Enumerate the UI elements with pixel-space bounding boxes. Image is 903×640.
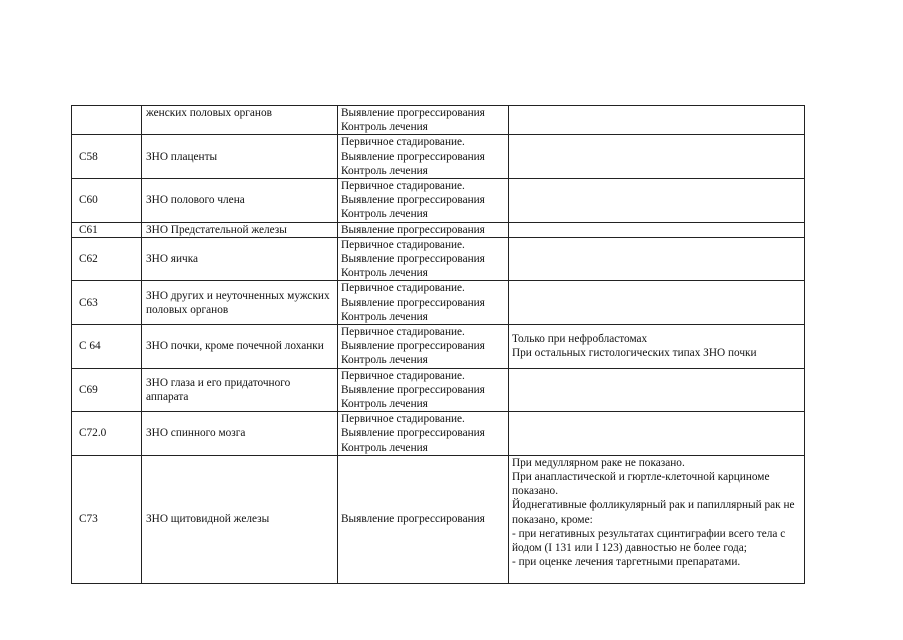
table-row (72, 106, 805, 135)
purpose-line: Контроль лечения (341, 310, 428, 323)
purpose-cell (338, 368, 509, 412)
purpose-line: Контроль лечения (341, 354, 428, 367)
code-cell: C60 (72, 179, 142, 223)
purpose-line: Выявление прогрессирования (341, 107, 485, 119)
diagnosis-name: ЗНО яичка (146, 253, 199, 266)
diagnosis-name-cell (142, 368, 338, 412)
table-row (72, 135, 805, 179)
purpose-line: Выявление прогрессирования (341, 513, 485, 526)
purpose-line: Выявление прогрессирования (341, 194, 485, 207)
purpose-line: Контроль лечения (341, 267, 428, 280)
diagnosis-name: ЗНО почки, кроме почечной лоханки (146, 340, 324, 353)
purpose-line: Контроль лечения (341, 398, 428, 411)
purpose-line: Контроль лечения (341, 164, 428, 177)
code-cell: C58 (72, 135, 142, 179)
purpose-line: Первичное стадирование. (341, 326, 465, 339)
note-cell (509, 222, 805, 237)
note-cell (509, 368, 805, 412)
diagnosis-table (71, 105, 805, 584)
code-cell: C61 (72, 222, 142, 237)
diagnosis-name-cell (142, 412, 338, 456)
note-line: - при негативных результатах сцинтиграфии всего тела с йодом (I 131 или I 123) давностью не более года; (512, 527, 786, 555)
code-cell: C63 (72, 281, 142, 325)
purpose-cell (338, 325, 509, 369)
purpose-cell (338, 455, 509, 583)
purpose-line: Выявление прогрессирования (341, 296, 485, 309)
note-cell (509, 135, 805, 179)
code-cell: C69 (72, 368, 142, 412)
purpose-line: Контроль лечения (341, 121, 428, 134)
table-row (72, 237, 805, 281)
purpose-line: Выявление прогрессирования (341, 383, 485, 396)
diagnosis-name: ЗНО щитовидной железы (146, 513, 270, 526)
diagnosis-name: женских половых органов (146, 107, 272, 119)
diagnosis-name: ЗНО спинного мозга (146, 427, 246, 440)
note-line: При медуллярном раке не показано. (512, 456, 685, 469)
table-row (72, 179, 805, 223)
purpose-cell (338, 412, 509, 456)
note-line: - при оценке лечения таргетными препаратами. (512, 556, 741, 569)
purpose-cell (338, 237, 509, 281)
purpose-cell (338, 222, 509, 237)
purpose-line: Выявление прогрессирования (341, 150, 485, 163)
purpose-line: Первичное стадирование. (341, 413, 465, 426)
diagnosis-name: ЗНО глаза и его придаточного аппарата (146, 376, 291, 403)
purpose-cell (338, 281, 509, 325)
diagnosis-name-cell (142, 325, 338, 369)
note-cell (509, 281, 805, 325)
note-line: При остальных гистологических типах ЗНО почки (512, 347, 757, 360)
table-body (72, 106, 805, 584)
note-cell (509, 237, 805, 281)
diagnosis-name-cell (142, 135, 338, 179)
note-line: При анапластической и гюртле-клеточной карциноме показано. (512, 471, 770, 498)
table-row (72, 412, 805, 456)
code-cell (72, 106, 142, 135)
note-cell (509, 455, 805, 583)
purpose-line: Контроль лечения (341, 441, 428, 454)
table-row (72, 368, 805, 412)
note-cell (509, 106, 805, 135)
purpose-cell (338, 179, 509, 223)
purpose-line: Первичное стадирование. (341, 282, 465, 295)
diagnosis-name: ЗНО Предстательной железы (146, 223, 287, 236)
diagnosis-name-cell (142, 455, 338, 583)
note-line: Только при нефробластомах (512, 333, 648, 346)
purpose-line: Выявление прогрессирования (341, 253, 485, 266)
purpose-line: Контроль лечения (341, 208, 428, 221)
code-cell: C 64 (72, 325, 142, 369)
purpose-line: Выявление прогрессирования (341, 223, 485, 236)
code-cell: C62 (72, 237, 142, 281)
diagnosis-name: ЗНО других и неуточненных мужских половых органов (146, 289, 330, 316)
code-cell: C73 (72, 455, 142, 583)
table-row (72, 281, 805, 325)
code-cell: C72.0 (72, 412, 142, 456)
purpose-cell (338, 135, 509, 179)
note-cell (509, 179, 805, 223)
diagnosis-name-cell (142, 222, 338, 237)
diagnosis-name-cell (142, 281, 338, 325)
note-cell (509, 325, 805, 369)
note-cell (509, 412, 805, 456)
note-line: Йоднегативные фолликулярный рак и папиллярный рак не показано, кроме: (512, 499, 795, 526)
diagnosis-name-cell (142, 237, 338, 281)
purpose-line: Первичное стадирование. (341, 369, 465, 382)
diagnosis-name: ЗНО плаценты (146, 150, 218, 163)
table-row (72, 455, 805, 583)
purpose-line: Первичное стадирование. (341, 238, 465, 251)
table-row (72, 222, 805, 237)
purpose-line: Первичное стадирование. (341, 136, 465, 149)
diagnosis-name: ЗНО полового члена (146, 194, 245, 207)
diagnosis-name-cell (142, 106, 338, 135)
purpose-cell (338, 106, 509, 135)
purpose-line: Выявление прогрессирования (341, 427, 485, 440)
table-row (72, 325, 805, 369)
purpose-line: Первичное стадирование. (341, 180, 465, 193)
diagnosis-name-cell (142, 179, 338, 223)
purpose-line: Выявление прогрессирования (341, 340, 485, 353)
